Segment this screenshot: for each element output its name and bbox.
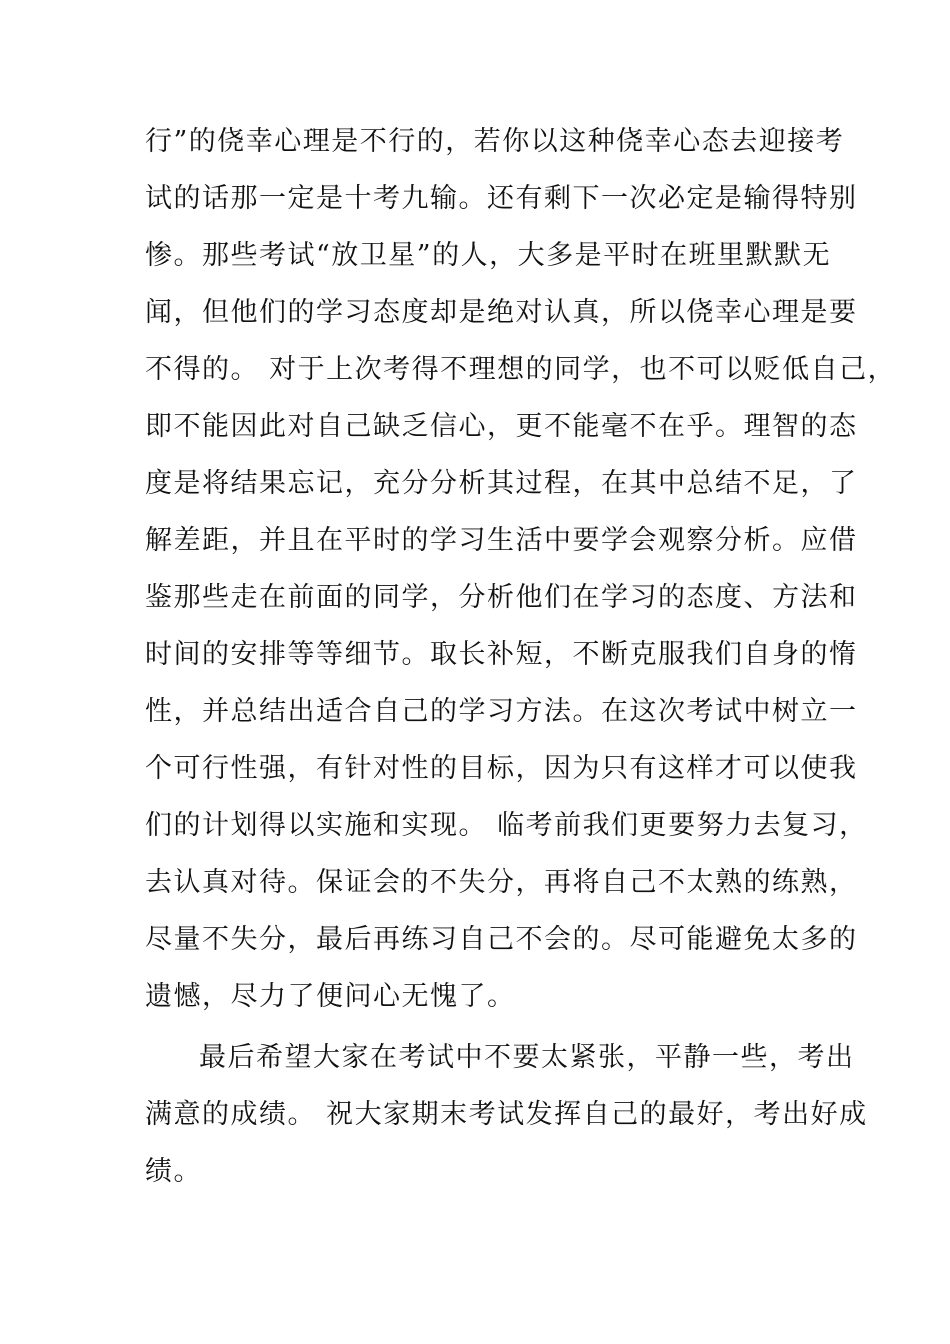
- paragraph-1-line: 惨。那些考试“放卫星”的人，大多是平时在班里默默无: [145, 240, 832, 271]
- paragraph-2-line: 绩。: [145, 1156, 202, 1187]
- paragraph-1-line: 个可行性强，有针对性的目标，因为只有这样才可以使我: [145, 753, 858, 784]
- paragraph-1-line: 度是将结果忘记，充分分析其过程，在其中总结不足，了: [145, 468, 858, 499]
- paragraph-1-line: 们的计划得以实施和实现。 临考前我们更要努力去复习，: [145, 810, 868, 841]
- paragraph-1-line: 不得的。 对于上次考得不理想的同学，也不可以贬低自己，: [145, 354, 897, 385]
- paragraph-1-line: 尽量不失分，最后再练习自己不会的。尽可能避免太多的: [145, 924, 858, 955]
- paragraph-1-line: 鉴那些走在前面的同学，分析他们在学习的态度、方法和: [145, 582, 858, 613]
- paragraph-1-line: 时间的安排等等细节。取长补短，不断克服我们自身的惰: [145, 639, 858, 670]
- paragraph-1-line: 即不能因此对自己缺乏信心，更不能毫不在乎。理智的态: [145, 411, 858, 442]
- paragraph-1-line: 行”的侥幸心理是不行的，若你以这种侥幸心态去迎接考: [145, 126, 845, 157]
- paragraph-1-line: 解差距，并且在平时的学习生活中要学会观察分析。应借: [145, 525, 858, 556]
- paragraph-1-line: 去认真对待。保证会的不失分，再将自己不太熟的练熟，: [145, 867, 858, 898]
- paragraph-1-line: 性，并总结出适合自己的学习方法。在这次考试中树立一: [145, 696, 858, 727]
- paragraph-1-line: 试的话那一定是十考九输。还有剩下一次必定是输得特别: [145, 183, 858, 214]
- paragraph-2-line: 最后希望大家在考试中不要太紧张，平静一些，考出: [199, 1042, 855, 1073]
- paragraph-1-line: 遗憾，尽力了便问心无愧了。: [145, 981, 516, 1012]
- paragraph-2-line: 满意的成绩。 祝大家期末考试发挥自己的最好，考出好成: [145, 1099, 868, 1130]
- paragraph-1-line: 闻，但他们的学习态度却是绝对认真，所以侥幸心理是要: [145, 297, 858, 328]
